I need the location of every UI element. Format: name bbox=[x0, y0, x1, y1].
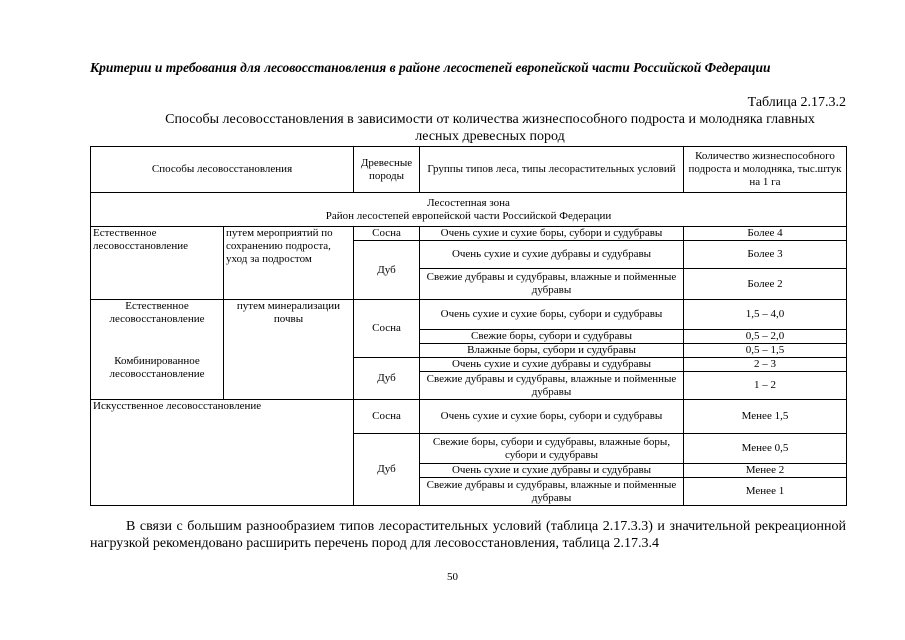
method-combined: Комбинированное лесовосстановление bbox=[109, 355, 205, 380]
forest-group-cell: Очень сухие и сухие дубравы и судубравы bbox=[420, 241, 684, 269]
quantity-cell: 0,5 – 1,5 bbox=[684, 344, 847, 358]
forest-group-cell: Свежие дубравы и судубравы, влажные и пойменные дубравы bbox=[420, 478, 684, 506]
section-heading: Критерии и требования для лесовосстановления в районе лесостепей европейской части Российской Федерации bbox=[90, 60, 771, 75]
forest-group-cell: Свежие дубравы и судубравы, влажные и пойменные дубравы bbox=[420, 269, 684, 300]
table-caption bbox=[130, 111, 850, 145]
measure-mineral: путем минерализации почвы bbox=[224, 300, 354, 400]
species-cell: Сосна bbox=[354, 227, 420, 241]
forest-group-cell: Очень сухие и сухие боры, субори и судубравы bbox=[420, 400, 684, 434]
species-cell: Дуб bbox=[354, 434, 420, 506]
region-title: Район лесостепей европейской части Российской Федерации bbox=[325, 209, 612, 222]
quantity-cell: 1 – 2 bbox=[684, 372, 847, 400]
method-natural: Естественное лесовосстановление bbox=[91, 227, 224, 300]
table-row bbox=[91, 400, 847, 434]
zone-cell bbox=[91, 193, 847, 227]
species-cell: Дуб bbox=[354, 358, 420, 400]
caption-line: лесных древесных пород bbox=[415, 129, 565, 144]
forest-group-cell: Свежие боры, субори и судубравы bbox=[420, 330, 684, 344]
quantity-cell: 0,5 – 2,0 bbox=[684, 330, 847, 344]
method-natural-combined bbox=[91, 300, 224, 400]
reforestation-table bbox=[90, 146, 847, 506]
method-natural-2: Естественное лесовосстановление bbox=[109, 300, 205, 325]
quantity-cell: 1,5 – 4,0 bbox=[684, 300, 847, 330]
zone-title: Лесостепная зона bbox=[427, 196, 510, 209]
quantity-cell: Менее 1,5 bbox=[684, 400, 847, 434]
forest-group-cell: Свежие дубравы и судубравы, влажные и пойменные дубравы bbox=[420, 372, 684, 400]
method-artificial: Искусственное лесовосстановление bbox=[91, 400, 354, 506]
table-number: Таблица 2.17.3.2 bbox=[747, 95, 846, 110]
forest-group-cell: Свежие боры, субори и судубравы, влажные боры, субори и судубравы bbox=[420, 434, 684, 464]
zone-row bbox=[91, 193, 847, 227]
table-row bbox=[91, 300, 847, 330]
quantity-cell: 2 – 3 bbox=[684, 358, 847, 372]
species-cell: Дуб bbox=[354, 241, 420, 300]
body-paragraph: В связи с большим разнообразием типов лесорастительных условий (таблица 2.17.3.3) и значительной рекреационной нагрузкой рекомендовано расширить перечень пород для лесовосстановления, таблица 2.17.3.4 bbox=[90, 519, 846, 551]
header-forest-groups: Группы типов леса, типы лесорастительных условий bbox=[420, 147, 684, 193]
forest-group-cell: Очень сухие и сухие дубравы и судубравы bbox=[420, 358, 684, 372]
quantity-cell: Менее 0,5 bbox=[684, 434, 847, 464]
page-number: 50 bbox=[447, 571, 458, 583]
quantity-cell: Менее 2 bbox=[684, 464, 847, 478]
table-row bbox=[91, 227, 847, 241]
measure-preserve: путем мероприятий по сохранению подроста, уход за подростом bbox=[224, 227, 354, 300]
quantity-cell: Менее 1 bbox=[684, 478, 847, 506]
forest-group-cell: Очень сухие и сухие боры, субори и судубравы bbox=[420, 227, 684, 241]
species-cell: Сосна bbox=[354, 300, 420, 358]
species-cell: Сосна bbox=[354, 400, 420, 434]
forest-group-cell: Очень сухие и сухие дубравы и судубравы bbox=[420, 464, 684, 478]
forest-group-cell: Влажные боры, субори и судубравы bbox=[420, 344, 684, 358]
quantity-cell: Более 3 bbox=[684, 241, 847, 269]
quantity-cell: Более 4 bbox=[684, 227, 847, 241]
header-quantity: Количество жизнеспособного подроста и молодняка, тыс.штук на 1 га bbox=[684, 147, 847, 193]
quantity-cell: Более 2 bbox=[684, 269, 847, 300]
table-header-row bbox=[91, 147, 847, 193]
caption-line: Способы лесовосстановления в зависимости от количества жизнеспособного подроста и молодняка главных bbox=[165, 112, 815, 127]
header-species: Древесные породы bbox=[354, 147, 420, 193]
header-methods: Способы лесовосстановления bbox=[91, 147, 354, 193]
forest-group-cell: Очень сухие и сухие боры, субори и судубравы bbox=[420, 300, 684, 330]
